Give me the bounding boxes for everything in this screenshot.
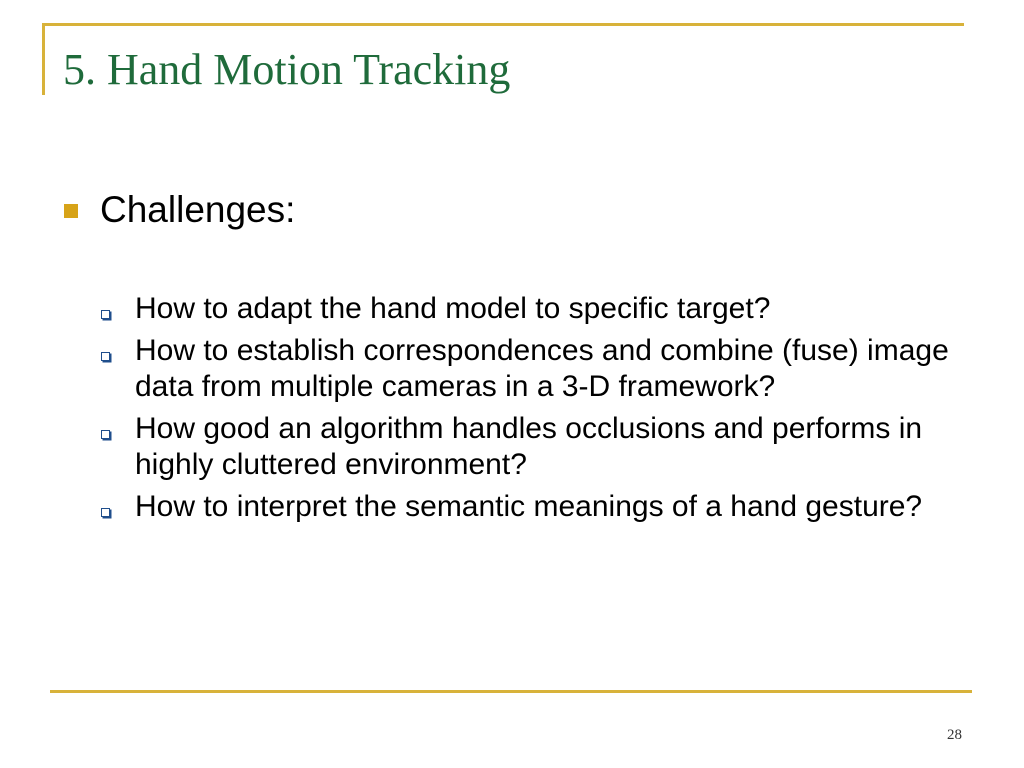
- title-frame-top-rule: [42, 23, 964, 26]
- slide-title: 5. Hand Motion Tracking: [63, 45, 511, 94]
- challenges-list: [101, 291, 981, 531]
- hollow-square-bullet-icon: [101, 310, 110, 319]
- list-item-text: How to interpret the semantic meanings of a hand gesture?: [135, 490, 923, 523]
- title-frame-left-rule: [42, 23, 45, 95]
- list-item-text: How to adapt the hand model to specific target?: [135, 292, 771, 325]
- main-bullet: [64, 185, 295, 235]
- list-item-text: How good an algorithm handles occlusions and performs in highly cluttered environment?: [135, 412, 923, 481]
- footer-rule: [50, 690, 972, 693]
- list-item: [101, 411, 981, 483]
- list-item: [101, 489, 981, 525]
- hollow-square-bullet-icon: [101, 430, 110, 439]
- list-item: [101, 291, 981, 327]
- hollow-square-bullet-icon: [101, 352, 110, 361]
- main-bullet-text: Challenges:: [100, 189, 296, 230]
- hollow-square-bullet-icon: [101, 508, 110, 517]
- list-item-text: How to establish correspondences and combine (fuse) image data from multiple cameras in a 3-D framework?: [135, 334, 949, 403]
- square-bullet-icon: [64, 204, 78, 218]
- page-number: 28: [947, 727, 962, 743]
- list-item: [101, 333, 981, 405]
